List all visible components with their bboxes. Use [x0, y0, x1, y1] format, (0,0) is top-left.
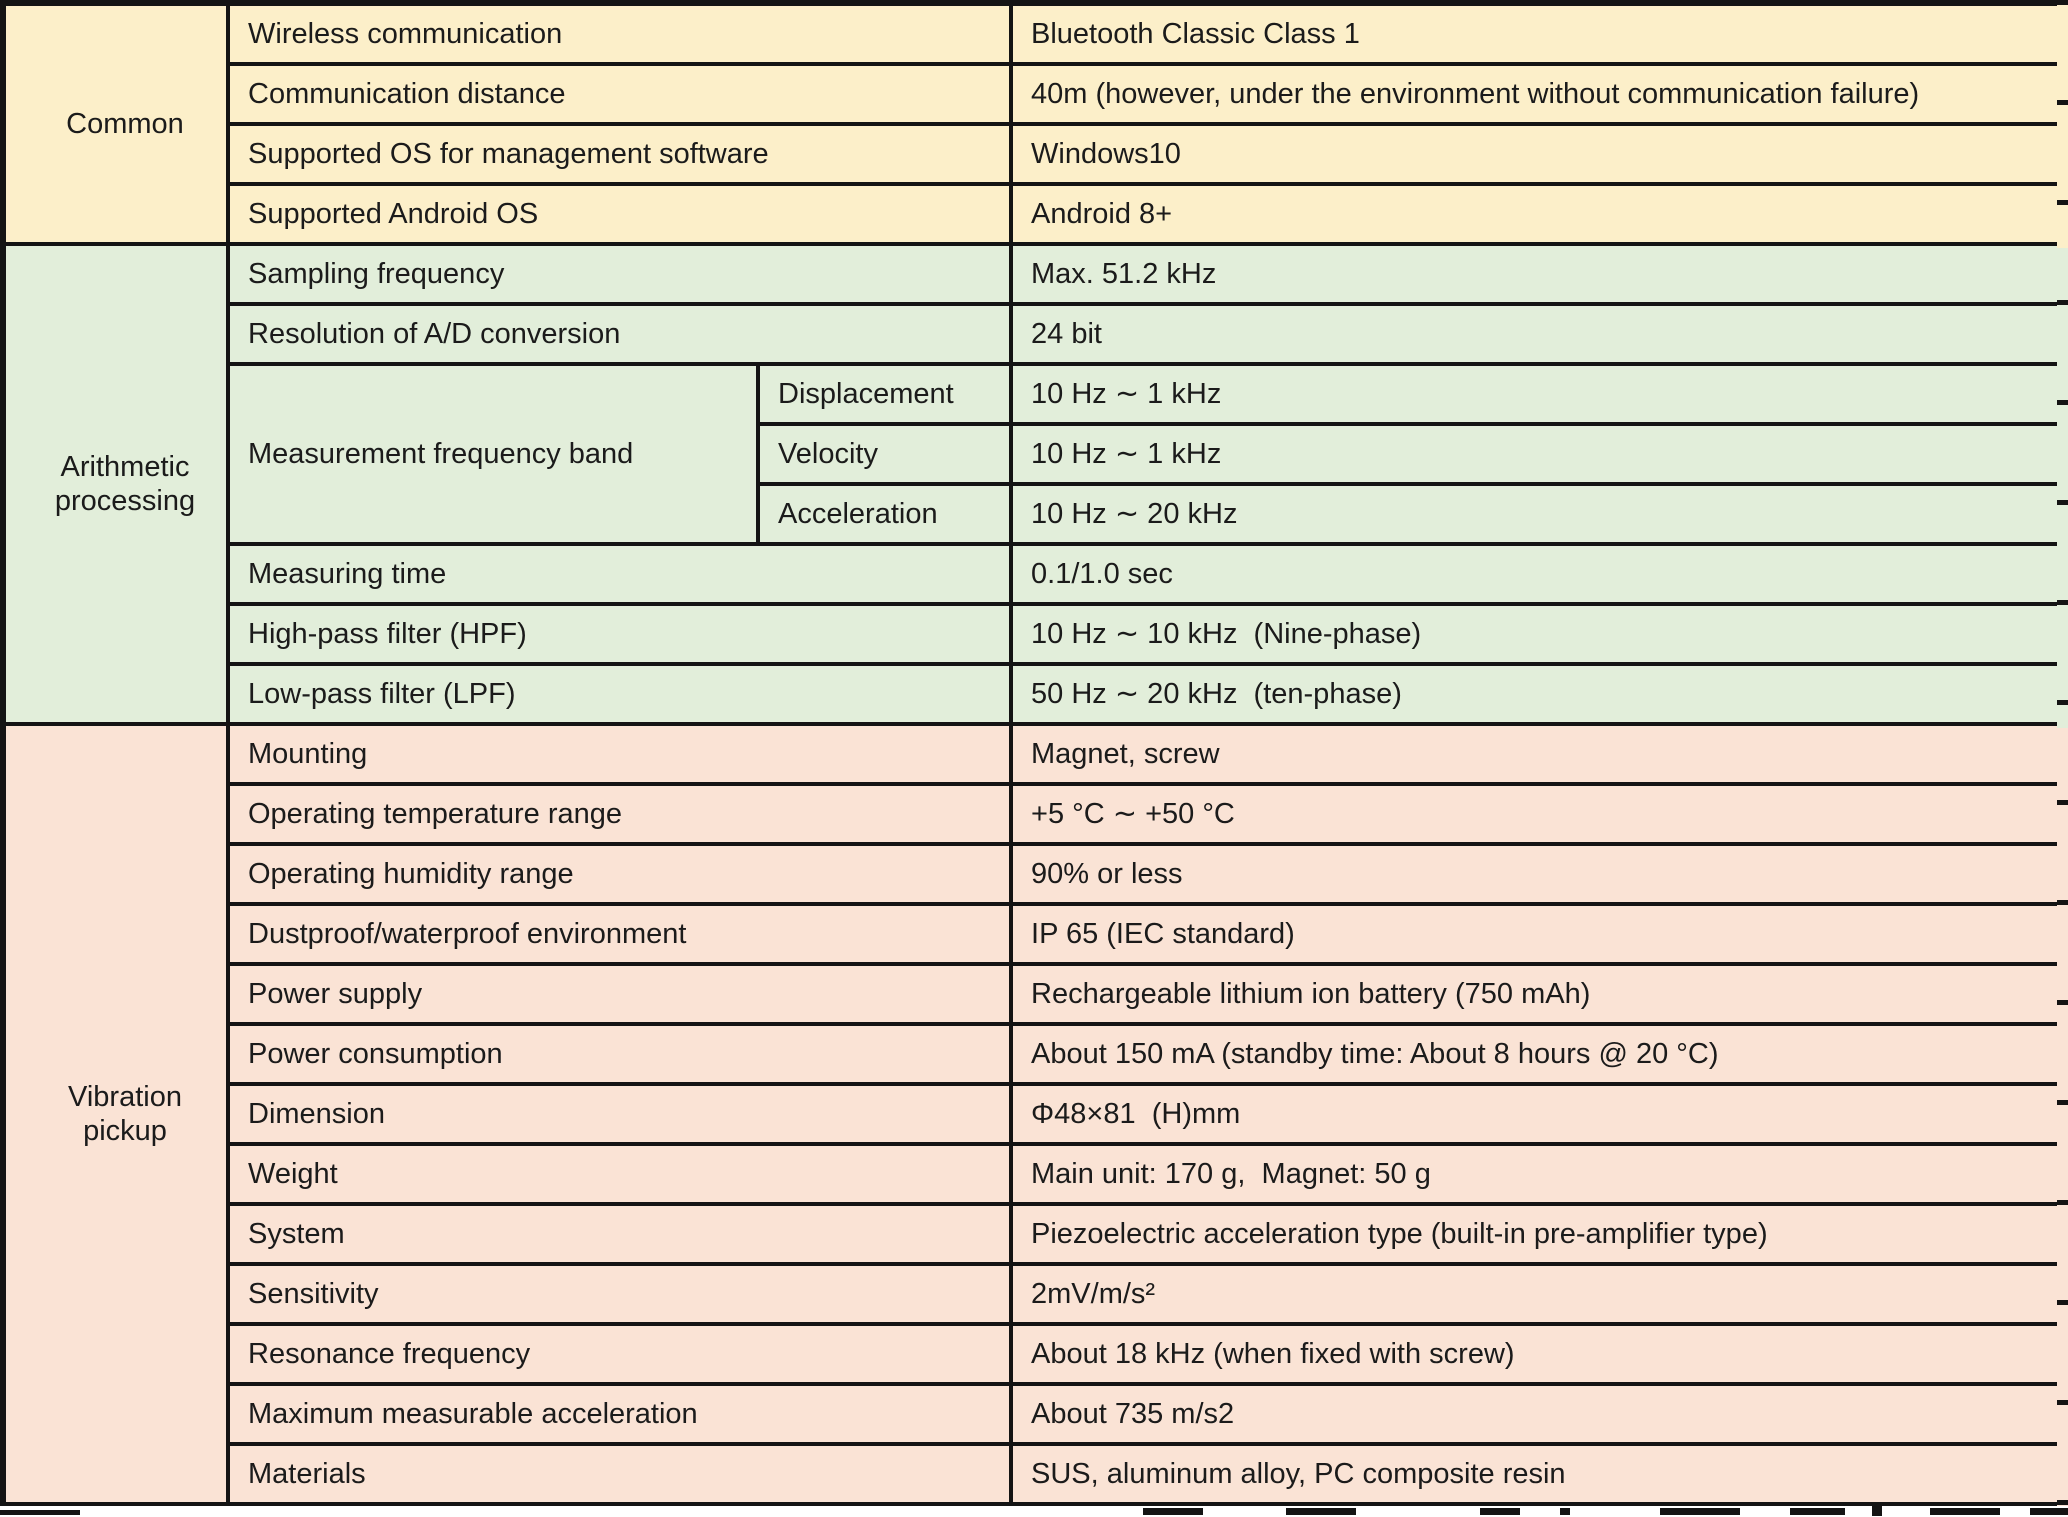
- spec-label: Dimension: [228, 1084, 1011, 1144]
- spec-value: SUS, aluminum alloy, PC composite resin: [1011, 1444, 2060, 1505]
- spec-value: 2mV/m/s²: [1011, 1264, 2060, 1324]
- spec-label: Weight: [228, 1144, 1011, 1204]
- group-label-measurement-frequency-band: Measurement frequency band: [228, 364, 758, 544]
- spec-value: 90% or less: [1011, 844, 2060, 904]
- spec-label: Operating temperature range: [228, 784, 1011, 844]
- spec-label: Maximum measurable acceleration: [228, 1384, 1011, 1444]
- spec-value: About 150 mA (standby time: About 8 hours @ 20 °C): [1011, 1024, 2060, 1084]
- spec-label: Power consumption: [228, 1024, 1011, 1084]
- spec-value: Windows10: [1011, 124, 2060, 184]
- table-row: [3, 664, 2060, 724]
- spec-value: 40m (however, under the environment without communication failure): [1011, 64, 2060, 124]
- table-row: [3, 784, 2060, 844]
- table-row: [3, 64, 2060, 124]
- category-cell-arithmetic: Arithmetic processing: [3, 244, 228, 724]
- spec-label: Wireless communication: [228, 3, 1011, 64]
- table-row: [3, 544, 2060, 604]
- table-row: [3, 3, 2060, 64]
- table-row: [3, 364, 2060, 424]
- spec-value: About 735 m/s2: [1011, 1384, 2060, 1444]
- cropped-content-marks: [0, 1506, 2068, 1517]
- spec-label: Low-pass filter (LPF): [228, 664, 1011, 724]
- category-cell-common: Common: [3, 3, 228, 244]
- spec-label: Communication distance: [228, 64, 1011, 124]
- table-row: [3, 964, 2060, 1024]
- table-row: [3, 844, 2060, 904]
- spec-value: 10 Hz ∼ 1 kHz: [1011, 364, 2060, 424]
- table-row: [3, 1204, 2060, 1264]
- spec-label: Dustproof/waterproof environment: [228, 904, 1011, 964]
- table-row: [3, 1144, 2060, 1204]
- spec-label: Supported OS for management software: [228, 124, 1011, 184]
- spec-value: About 18 kHz (when fixed with screw): [1011, 1324, 2060, 1384]
- spec-value: IP 65 (IEC standard): [1011, 904, 2060, 964]
- spec-value: Φ48×81 (H)mm: [1011, 1084, 2060, 1144]
- spec-label: Operating humidity range: [228, 844, 1011, 904]
- spec-value: Bluetooth Classic Class 1: [1011, 3, 2060, 64]
- spec-label: Measuring time: [228, 544, 1011, 604]
- spec-value: +5 °C ∼ +50 °C: [1011, 784, 2060, 844]
- table-row: [3, 1324, 2060, 1384]
- spec-label: Supported Android OS: [228, 184, 1011, 244]
- table-row: [3, 304, 2060, 364]
- spec-label: Materials: [228, 1444, 1011, 1505]
- spec-sublabel: Displacement: [758, 364, 1011, 424]
- spec-value: Piezoelectric acceleration type (built-in pre-amplifier type): [1011, 1204, 2060, 1264]
- table-row: [3, 184, 2060, 244]
- table-row: [3, 1024, 2060, 1084]
- category-cell-vibration: Vibration pickup: [3, 724, 228, 1505]
- spec-label: Resolution of A/D conversion: [228, 304, 1011, 364]
- spec-value: 50 Hz ∼ 20 kHz (ten-phase): [1011, 664, 2060, 724]
- spec-label: Sampling frequency: [228, 244, 1011, 304]
- spec-sublabel: Acceleration: [758, 484, 1011, 544]
- spec-value: 24 bit: [1011, 304, 2060, 364]
- spec-value: Max. 51.2 kHz: [1011, 244, 2060, 304]
- table-row: [3, 604, 2060, 664]
- spec-value: 10 Hz ∼ 20 kHz: [1011, 484, 2060, 544]
- table-row: [3, 124, 2060, 184]
- spec-value: Main unit: 170 g, Magnet: 50 g: [1011, 1144, 2060, 1204]
- spec-value: Rechargeable lithium ion battery (750 mAh): [1011, 964, 2060, 1024]
- table-row: [3, 724, 2060, 784]
- spec-sublabel: Velocity: [758, 424, 1011, 484]
- table-row: [3, 1264, 2060, 1324]
- spec-label: Sensitivity: [228, 1264, 1011, 1324]
- spec-label: System: [228, 1204, 1011, 1264]
- spec-value: 0.1/1.0 sec: [1011, 544, 2060, 604]
- spec-label: Resonance frequency: [228, 1324, 1011, 1384]
- table-row: [3, 1444, 2060, 1505]
- spec-label: Power supply: [228, 964, 1011, 1024]
- table-row: [3, 1384, 2060, 1444]
- spec-value: Android 8+: [1011, 184, 2060, 244]
- spec-label: High-pass filter (HPF): [228, 604, 1011, 664]
- spec-label: Mounting: [228, 724, 1011, 784]
- spec-value: 10 Hz ∼ 10 kHz (Nine-phase): [1011, 604, 2060, 664]
- table-row: [3, 244, 2060, 304]
- spec-value: Magnet, screw: [1011, 724, 2060, 784]
- spec-value: 10 Hz ∼ 1 kHz: [1011, 424, 2060, 484]
- table-row: [3, 1084, 2060, 1144]
- table-row: [3, 904, 2060, 964]
- cropped-column-remnant: [2057, 0, 2068, 1508]
